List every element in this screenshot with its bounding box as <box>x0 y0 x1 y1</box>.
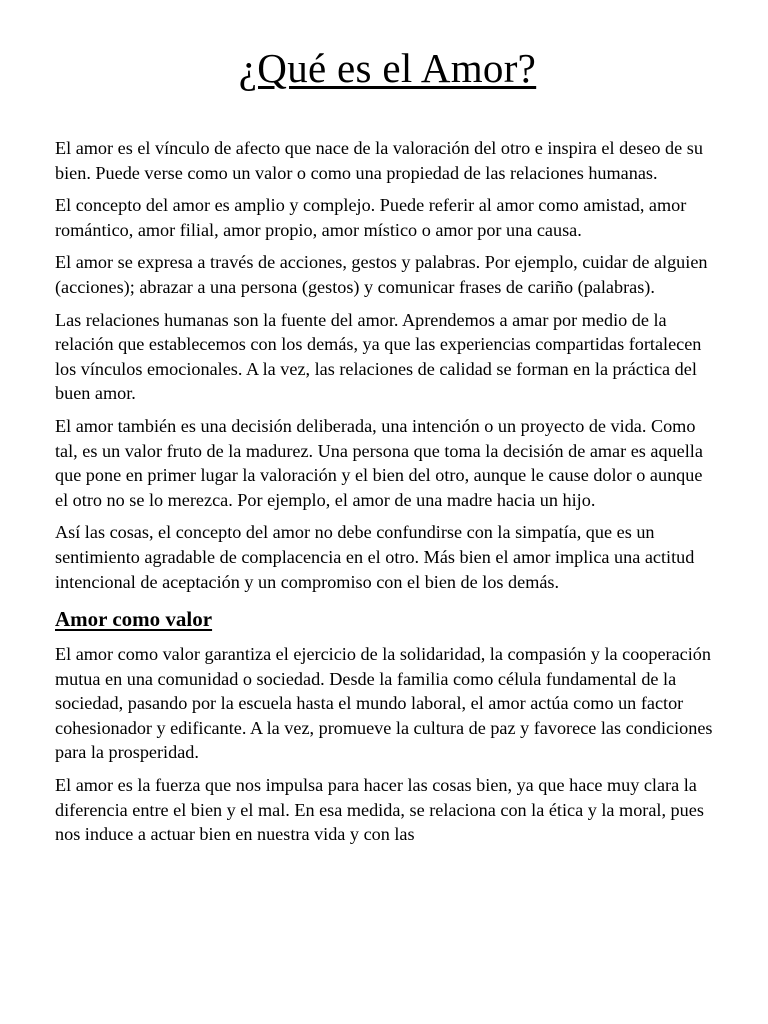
paragraph-relations: Las relaciones humanas son la fuente del amor. Aprendemos a amar por medio de la relación que establecemos con los demás, ya que las experiencias compartidas fortalecen los vínculos emocionales. A la vez, las relaciones de calidad se forman en la práctica del buen amor. <box>55 309 702 404</box>
paragraph-definition: El amor es el vínculo de afecto que nace de la valoración del otro e inspira el deseo de su bien. Puede verse como un valor o como una propiedad de las relaciones humanas. <box>55 138 703 183</box>
paragraph-sympathy: Así las cosas, el concepto del amor no debe confundirse con la simpatía, que es un sentimiento agradable de complacencia en el otro. Más bien el amor implica una actitud intencional de aceptación y un compromiso con el bien de los demás. <box>55 522 695 592</box>
paragraph-decision: El amor también es una decisión deliberada, una intención o un proyecto de vida. Como tal, es un valor fruto de la madurez. Una persona que toma la decisión de amar es aquella que pone en primer lugar la valoración y el bien del otro, aunque le cause dolor o aunque el otro no se lo merezca. Por ejemplo, el amor de una madre hacia un hijo. <box>55 415 703 510</box>
section-heading: Amor como valor <box>55 607 213 632</box>
paragraph-concept: El concepto del amor es amplio y complejo. Puede referir al amor como amistad, amor romántico, amor filial, amor propio, amor místico o amor por una causa. <box>55 195 687 240</box>
paragraph-expression: El amor se expresa a través de acciones, gestos y palabras. Por ejemplo, cuidar de alguien (acciones); abrazar a una persona (gestos) y comunicar frases de cariño (palabras). <box>55 252 708 297</box>
document-title: ¿Qué es el Amor? <box>238 45 537 91</box>
paragraph-value: El amor como valor garantiza el ejercicio de la solidaridad, la compasión y la cooperación mutua en una comunidad o sociedad. Desde la familia como célula fundamental de la sociedad, pasando por la escuela hasta el mundo laboral, el amor actúa como un factor cohesionador y edificante. A la vez, promueve la cultura de paz y favorece las condiciones para la prosperidad. <box>55 644 713 763</box>
paragraph-force: El amor es la fuerza que nos impulsa para hacer las cosas bien, ya que hace muy clara la diferencia entre el bien y el mal. En esa medida, se relaciona con la ética y la moral, pues nos induce a actuar bien en nuestra vida y con las <box>55 775 704 845</box>
